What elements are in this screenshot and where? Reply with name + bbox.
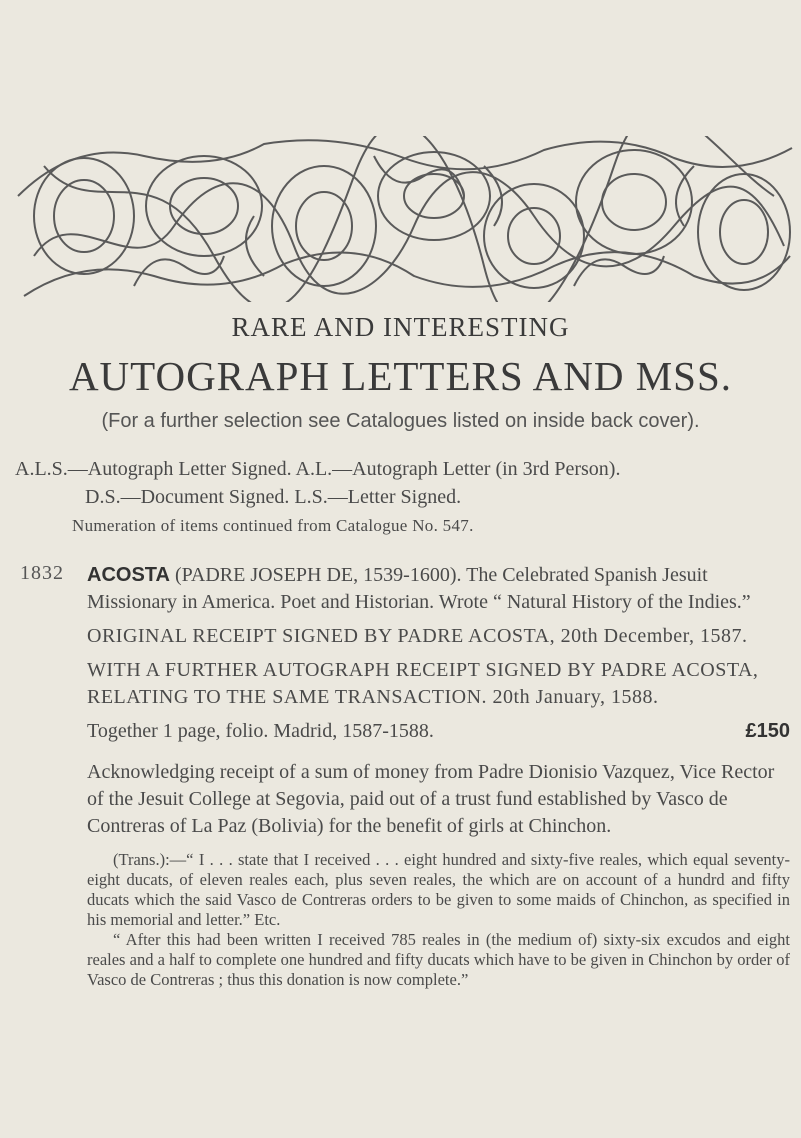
entry-acknowledgement: Acknowledging receipt of a sum of money from Padre Dionisio Vazquez, Vice Rector of the Jesuit College at Segovia, paid out of a trust fund established by Vasco de Contreras of La Paz (Bolivia) for the benefit of girls at Chinchon. [87, 761, 775, 837]
decorative-header-ornament [14, 136, 796, 302]
entry-subject [87, 562, 790, 616]
abbreviations-key [15, 455, 795, 511]
entry-original-receipt: ORIGINAL RECEIPT SIGNED BY PADRE ACOSTA, 20th December, 1587. [87, 625, 748, 647]
entry-details: Together 1 page, folio. Madrid, 1587-1588. [87, 720, 434, 742]
numeration-note: Numeration of items continued from Catalogue No. 547. [72, 516, 474, 535]
entry-name: ACOSTA [87, 564, 170, 586]
entry-subject-text: (PADRE JOSEPH DE, 1539-1600). The Celebrated Spanish Jesuit Missionary in America. Poet and Historian. Wrote “ Natural History of the Indies.” [87, 564, 751, 613]
entry-price: £150 [745, 720, 790, 742]
catalogue-heading-rare: RARE AND INTERESTING [231, 312, 570, 342]
catalogue-note: (For a further selection see Catalogues listed on inside back cover). [101, 410, 700, 432]
entry-further-receipt: WITH A FURTHER AUTOGRAPH RECEIPT SIGNED BY PADRE ACOSTA, RELATING TO THE SAME TRANSACTION. 20th January, 1588. [87, 659, 759, 708]
abbreviations-line-2: D.S.—Document Signed. L.S.—Letter Signed. [85, 486, 462, 508]
catalogue-heading-autograph: AUTOGRAPH LETTERS AND MSS. [68, 353, 733, 399]
abbreviations-line-1: A.L.S.—Autograph Letter Signed. A.L.—Autograph Letter (in 3rd Person). [15, 458, 621, 480]
entry-details-line [87, 718, 790, 745]
entry-body [87, 562, 790, 990]
entry-translation-1: (Trans.):—“ I . . . state that I received . . . eight hundred and sixty-five reales, which equal seventy-eight ducats, of eleven reales each, plus seven reales, the which are on account of a hundrd and fifty ducats which the said Vasco de Contreras orders to be given to some maids of Chinchon, as specified in his memorial and letter.” Etc. [87, 850, 790, 929]
entry-translation-2: “ After this had been written I received 785 reales in (the medium of) sixty-six excudos and eight reales and a half to complete one hundred and fifty ducats which have to be given in Chinchon by order of Vasco de Contreras ; thus this donation is now complete.” [87, 930, 790, 989]
catalogue-entry [20, 562, 790, 990]
entry-translation [87, 850, 790, 990]
entry-number: 1832 [20, 562, 64, 584]
